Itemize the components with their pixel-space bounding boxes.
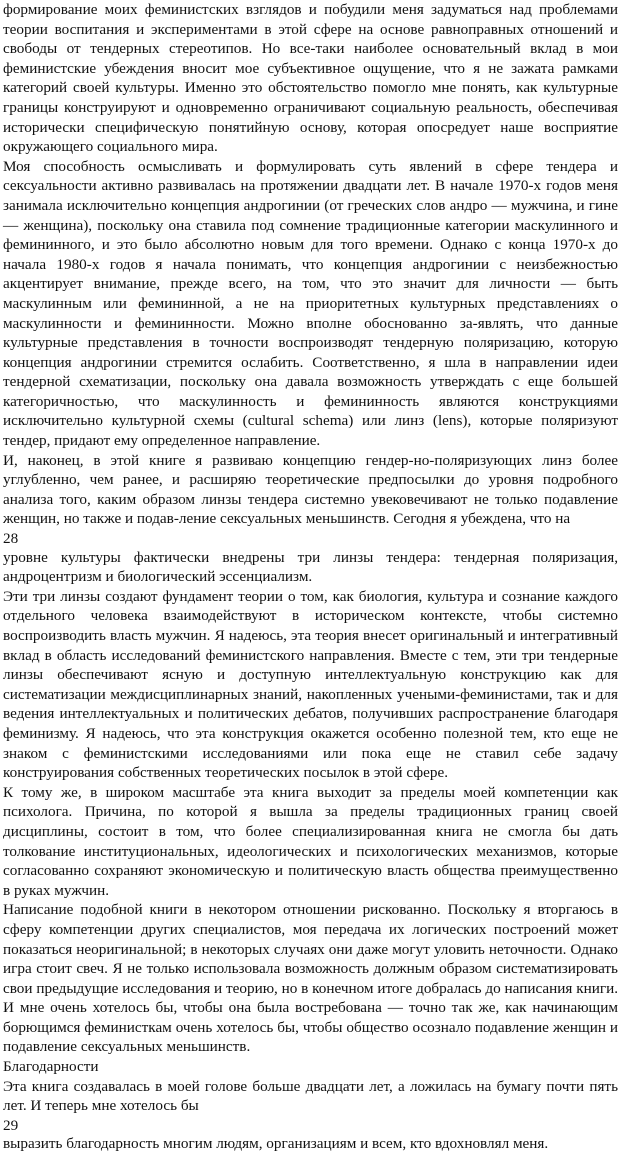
paragraph-culture-lenses: уровне культуры фактически внедрены три линзы тендера: тендерная поляризация, андроцентризм и биологический эссенциализм. — [3, 548, 618, 586]
paragraph-feminist-views: формирование моих феминистских взглядов и побудили меня задуматься над проблемами теории воспитания и экспериментами в этой сфере на основе равноправных отношений и свободы от тендерных стереотипов. Но все-таки наиболее основательный вклад в мои феминистские убеждения вносит мое субъективное ощущение, что я не зажата рамками категорий своей культуры. Именно это обстоятельство помогло мне понять, как культурные границы конструируют и одновременно ограничивают социальную реальность, обеспечивая исторически специфическую понятийную основу, которая опосредует наше восприятие окружающего социального мира. — [3, 1, 618, 156]
section-heading: Благодарности — [3, 1058, 99, 1076]
page-number: 28 — [3, 530, 19, 548]
paragraph-risk: Написание подобной книги в некотором отношении рискованно. Поскольку я вторгаюсь в сферу компетенции других специалистов, моя передача их логических построений может показаться неоригинальной; в некоторых случаях они даже могут уловить неточности. Однако игра стоит свеч. Я не только использовала возможность должным образом систематизировать свои предыдущие исследования и теорию, но в конечном итоге добралась до написания книги. И мне очень хотелось бы, чтобы она была востребована — точно так же, как начинающим борющимся феминисткам очень хотелось бы, чтобы общество осознало подавление женщин и подавление сексуальных меньшинств. — [3, 901, 618, 1056]
paragraph-gratitude: выразить благодарность многим людям, организациям и всем, кто вдохновлял меня. — [3, 1135, 549, 1153]
paragraph-scope: К тому же, в широком масштабе эта книга выходит за пределы моей компетенции как психолога. Причина, по которой я вышла за пределы традиционных границ своей дисциплины, состоит в том, что более специализированная книга не смогла бы дать толкование институциональных, идеологических и психологических механизмов, которые согласованно сохраняют экономическую и политическую власть общества преимущественно в руках мужчин. — [3, 783, 618, 899]
paragraph-lenses-concept: И, наконец, в этой книге я развиваю концепцию гендер-но-поляризующих линз более углубленно, чем ранее, и расширяю теоретические предпосылки до уровня подробного анализа того, каким образом линзы тендера системно увековечивают не только подавление женщин, но также и подав-ление сексуальных меньшинств. Сегодня я убеждена, что на — [3, 451, 618, 528]
paragraph-theory-foundation: Эти три линзы создают фундамент теории о том, как биология, культура и сознание каждого отдельного человека взаимодействуют в историческом контексте, чтобы системно воспроизводить власть мужчин. Я надеюсь, эта теория внесет оригинальный и интегративный вклад в область исследований феминистского направления. Вместе с тем, эти три тендерные линзы обеспечивают ясную и доступную интеллектуальную конструкцию как для систематизации междисциплинарных знаний, накопленных учеными-феминистами, так и для ведения интеллектуальных и политических дебатов, получивших распространение благодаря феминизму. Я надеюсь, что эта конструкция окажется особенно полезной тем, кто еще не знаком с феминистскими исследованиями или пока еще не ставил себе задачу конструирования собственных теоретических посылок в этой сфере. — [3, 587, 618, 782]
page-number: 29 — [3, 1116, 19, 1134]
paragraph-acknowledgements: Эта книга создавалась в моей голове больше двадцати лет, а ложилась на бумагу почти пять лет. И теперь мне хотелось бы — [3, 1077, 618, 1115]
paragraph-androgyny: Моя способность осмысливать и формулировать суть явлений в сфере тендера и сексуальности активно развивалась на протяжении двадцати лет. В начале 1970-х годов меня занимала исключительно концепция андрогинии (от греческих слов андро — мужчина, и гине — женщина), поскольку она ставила под сомнение традиционные категории маскулинного и фемининного, и это было абсолютно новым для того времени. Однако с конца 1970-х до начала 1980-х годов я начала понимать, что концепция андрогинии с неизбежностью акцентирует внимание, прежде всего, на том, что это значит для личности — быть маскулинным или фемининной, а не на приоритетных культурных представлениях о маскулинности и фемининности. Можно вполне обоснованно за-являть, что данные культурные представления в точности воспроизводят тендерную поляризацию, которую концепция андрогинии стремится ослабить. Соответственно, я шла в направлении идеи тендерной схематизации, поскольку она давала возможность утверждать с еще большей категоричностью, что маскулинность и фемининность являются конструкциями исключительно культурной схемы (cultural schema) или линз (lens), которые поляризуют тендер, придают ему определенное направление. — [3, 157, 618, 450]
